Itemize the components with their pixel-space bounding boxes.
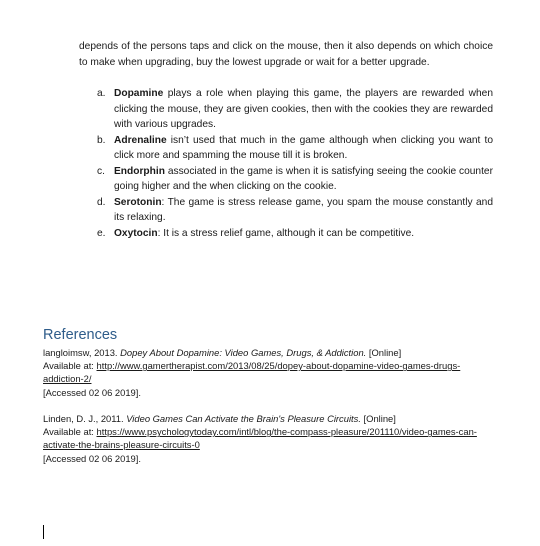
neurotransmitter-list <box>97 86 493 241</box>
references-heading: References <box>43 327 118 343</box>
list-term: Endorphin <box>114 165 165 177</box>
list-item <box>97 195 493 226</box>
list-term: Serotonin <box>114 196 162 208</box>
reference-author-year: langloimsw, 2013. <box>43 347 121 358</box>
list-text: isn’t used that much in the game although when clicking you want to click more and spamming the mouse till it is broken. <box>114 134 493 161</box>
list-item <box>97 164 493 195</box>
list-term: Oxytocin <box>114 227 158 239</box>
reference-entry <box>43 346 493 399</box>
list-marker: b. <box>97 134 106 146</box>
list-term: Dopamine <box>114 88 164 99</box>
reference-available-label: Available at: <box>43 426 97 438</box>
reference-entry <box>43 412 493 465</box>
text-cursor <box>43 525 44 539</box>
reference-url-link[interactable]: http://www.gamertherapist.com/2013/08/25/dopey-about-dopamine-video-games-drugs-addiction-2/ <box>43 360 461 385</box>
reference-accessed: [Accessed 02 06 2019]. <box>43 452 141 464</box>
reference-url-link[interactable]: https://www.psychologytoday.com/intl/blog/the-compass-pleasure/201110/video-games-can-activate-the-brains-pleasure-circuits-0 <box>43 426 477 451</box>
list-marker: d. <box>97 196 106 208</box>
reference-available-label: Available at: <box>43 360 97 372</box>
reference-author-year: Linden, D. J., 2011. <box>43 413 127 424</box>
list-text: plays a role when playing this game, the players are rewarded when clicking the mouse, they are given cookies, then with the cookies they are rewarded with various upgrades. <box>114 88 493 130</box>
reference-accessed: [Accessed 02 06 2019]. <box>43 386 141 398</box>
list-marker: e. <box>97 227 106 239</box>
list-term: Adrenaline <box>114 134 167 146</box>
list-text: : It is a stress relief game, although it can be competitive. <box>157 227 415 239</box>
reference-format: [Online] <box>360 413 396 424</box>
list-marker: c. <box>97 165 105 177</box>
reference-title: Video Games Can Activate the Brain's Pleasure Circuits. <box>126 413 361 424</box>
list-item <box>97 133 493 164</box>
list-item <box>97 86 493 133</box>
intro-paragraph: depends of the persons taps and click on the mouse, then it also depends on which choice to make when upgrading, buy the lowest upgrade or wait for a better upgrade. <box>79 41 493 68</box>
list-item <box>97 226 493 242</box>
list-marker: a. <box>97 88 106 99</box>
list-text: : The game is stress release game, you spam the mouse constantly and its relaxing. <box>114 196 493 223</box>
list-text: associated in the game is when it is satisfying seeing the cookie counter going higher and the when clicking on the cookie. <box>114 165 493 192</box>
reference-format: [Online] <box>366 347 402 358</box>
reference-title: Dopey About Dopamine: Video Games, Drugs, & Addiction. <box>120 347 367 358</box>
